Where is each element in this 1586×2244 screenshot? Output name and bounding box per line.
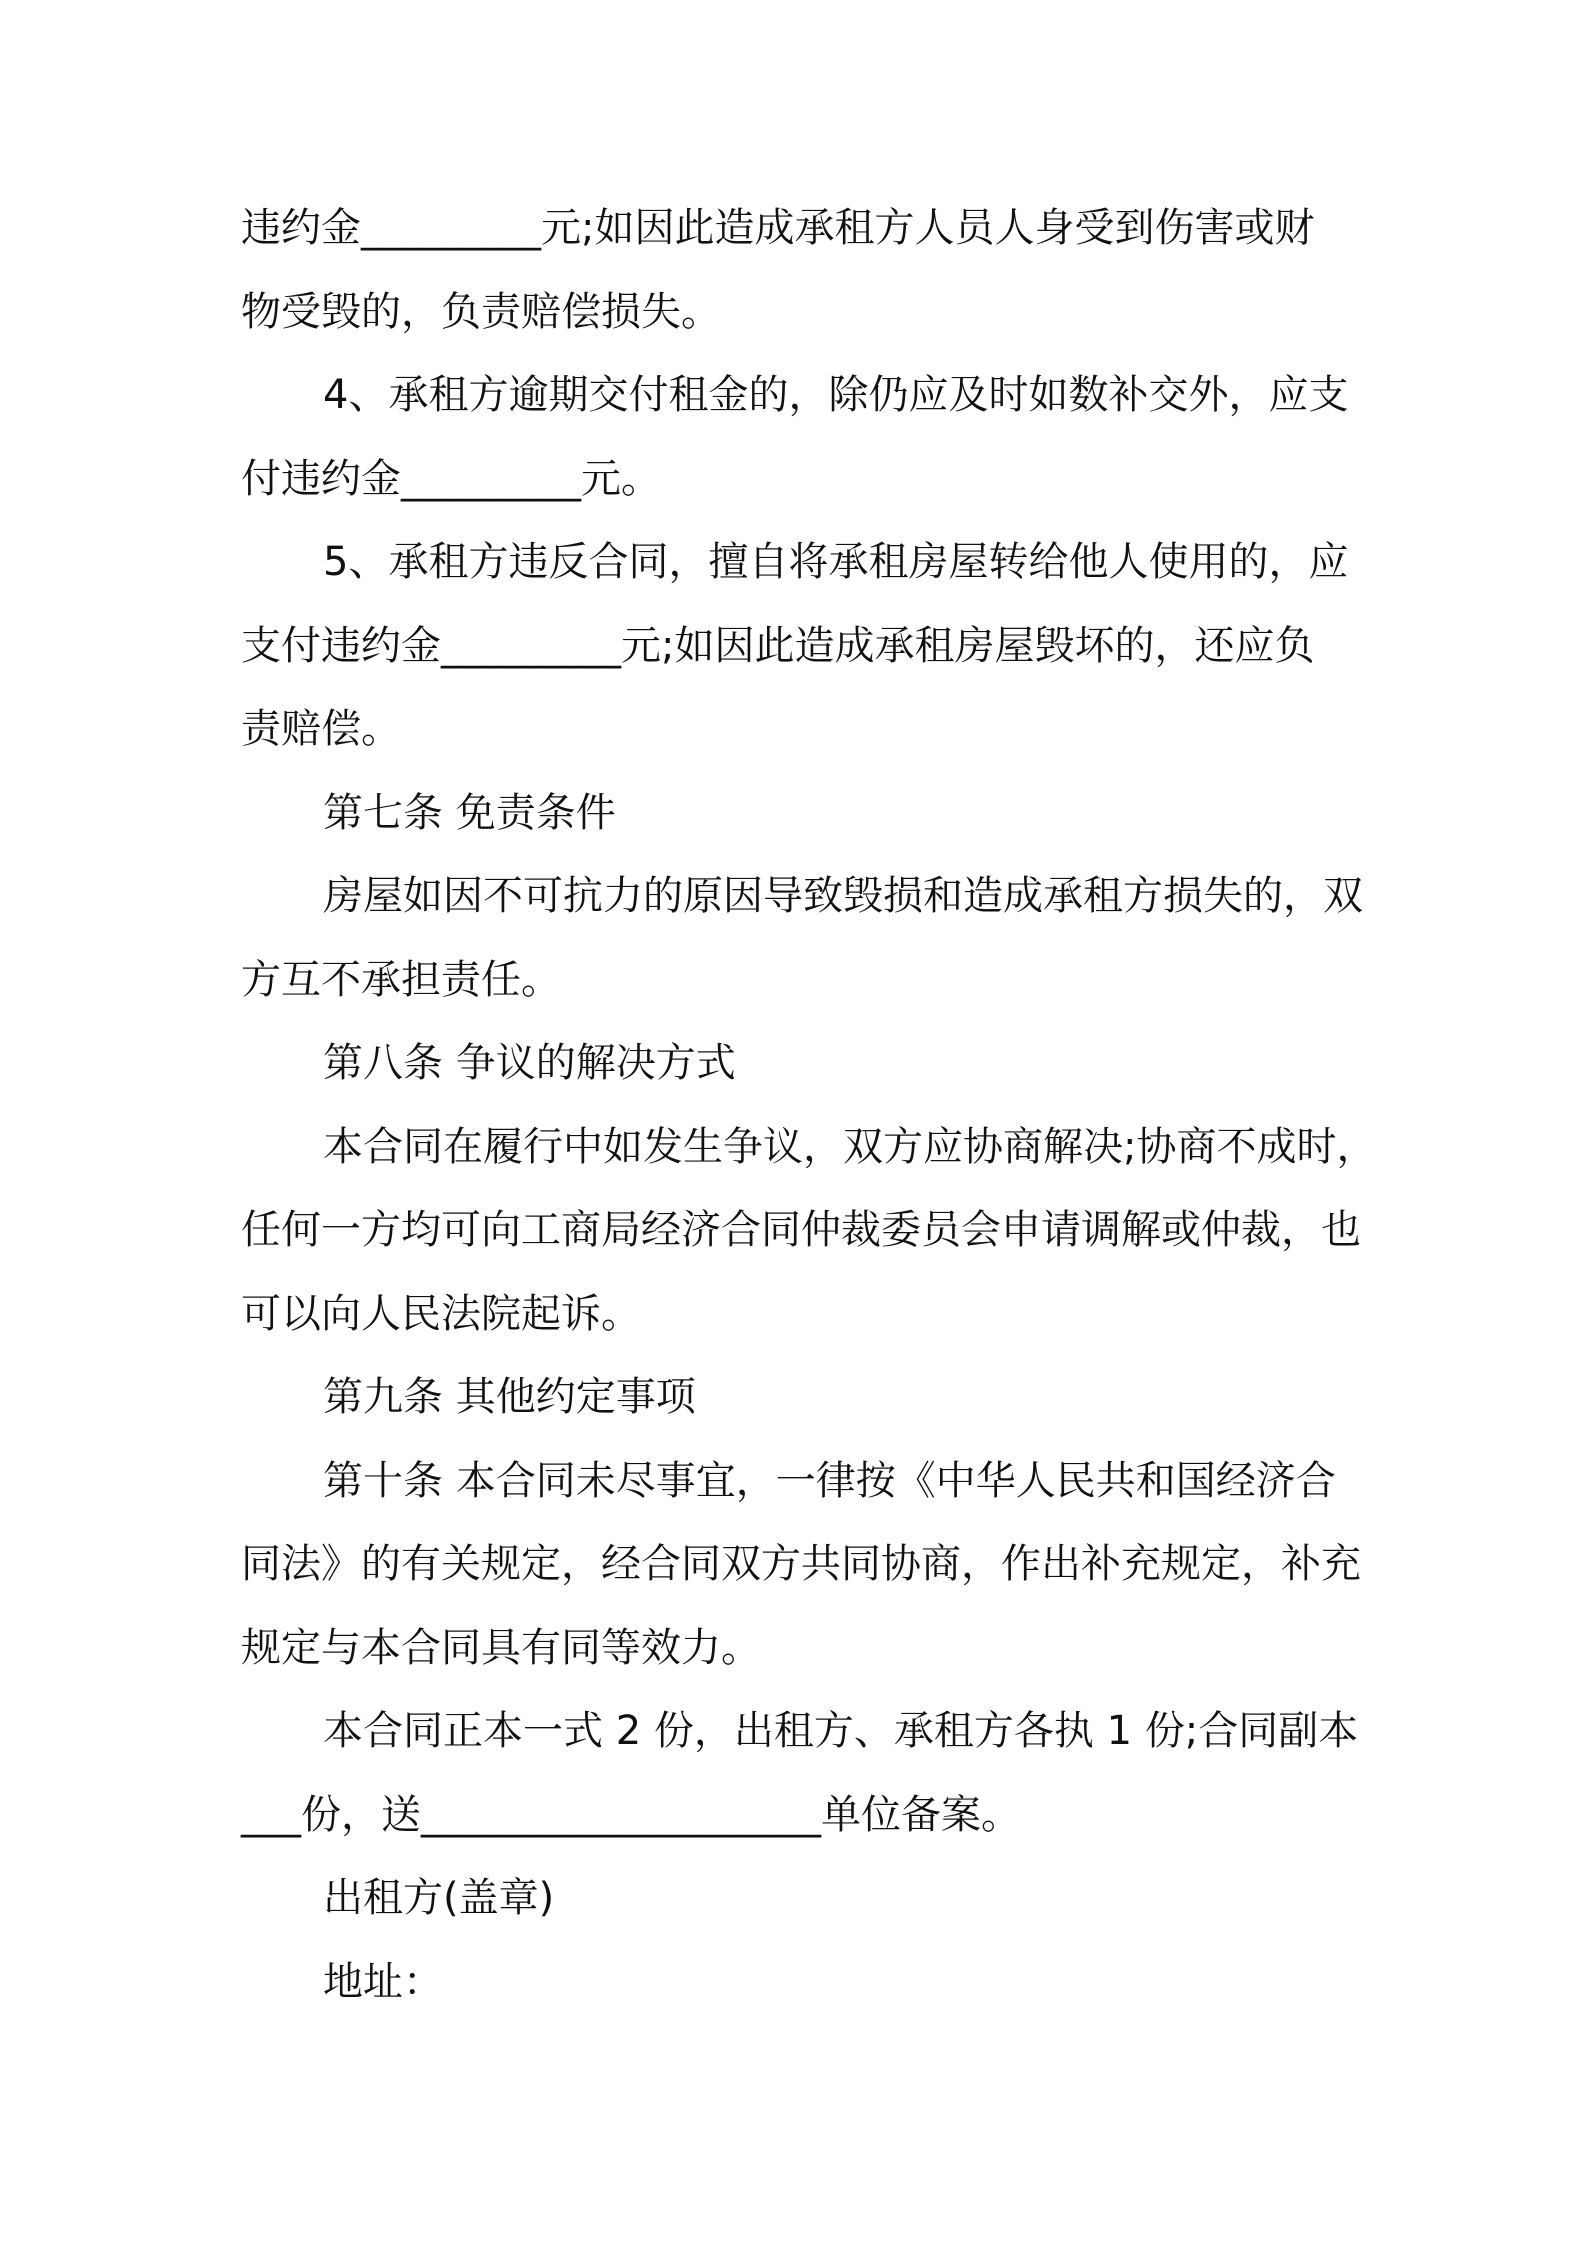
text-line: 本合同正本一式 2 份，出租方、承租方各执 1 份;合同副本 bbox=[323, 1708, 1359, 1754]
article-9-heading: 第九条 其他约定事项 bbox=[323, 1374, 696, 1420]
text-line: 方互不承担责任。 bbox=[241, 956, 561, 1003]
text-line: 物受毁的，负责赔偿损失。 bbox=[241, 288, 721, 335]
text-line: 同法》的有关规定，经合同双方共同协商，作出补充规定，补充 bbox=[241, 1541, 1361, 1587]
clause-item-5: 5、承租方违反合同，擅自将承租房屋转给他人使用的，应 bbox=[323, 539, 1349, 585]
clause-item-4: 4、承租方逾期交付租金的，除仍应及时如数补交外，应支 bbox=[323, 372, 1349, 418]
text-line: ___份，送____________________单位备案。 bbox=[241, 1791, 1021, 1838]
text-line: 违约金_________元;如因此造成承租方人员人身受到伤害或财 bbox=[241, 205, 1315, 251]
text-line: 责赔偿。 bbox=[241, 706, 401, 752]
contract-page bbox=[241, 196, 1377, 2033]
text-line: 付违约金_________元。 bbox=[241, 455, 661, 502]
text-line: 支付违约金_________元;如因此造成承租房屋毁坏的，还应负 bbox=[241, 622, 1315, 669]
article-8-heading: 第八条 争议的解决方式 bbox=[323, 1040, 736, 1086]
text-line: 可以向人民法院起诉。 bbox=[241, 1290, 641, 1337]
article-7-heading: 第七条 免责条件 bbox=[323, 789, 616, 836]
article-10-heading: 第十条 本合同未尽事宜，一律按《中华人民共和国经济合 bbox=[323, 1457, 1336, 1504]
text-line: 任何一方均可向工商局经济合同仲裁委员会申请调解或仲裁，也 bbox=[241, 1207, 1361, 1253]
lessor-seal-label: 出租方(盖章) bbox=[323, 1875, 555, 1921]
address-label: 地址： bbox=[323, 1958, 443, 2005]
text-line: 房屋如因不可抗力的原因导致毁损和造成承租方损失的，双 bbox=[323, 873, 1363, 919]
text-line: 本合同在履行中如发生争议，双方应协商解决;协商不成时， bbox=[323, 1123, 1377, 1170]
text-line: 规定与本合同具有同等效力。 bbox=[241, 1624, 761, 1671]
